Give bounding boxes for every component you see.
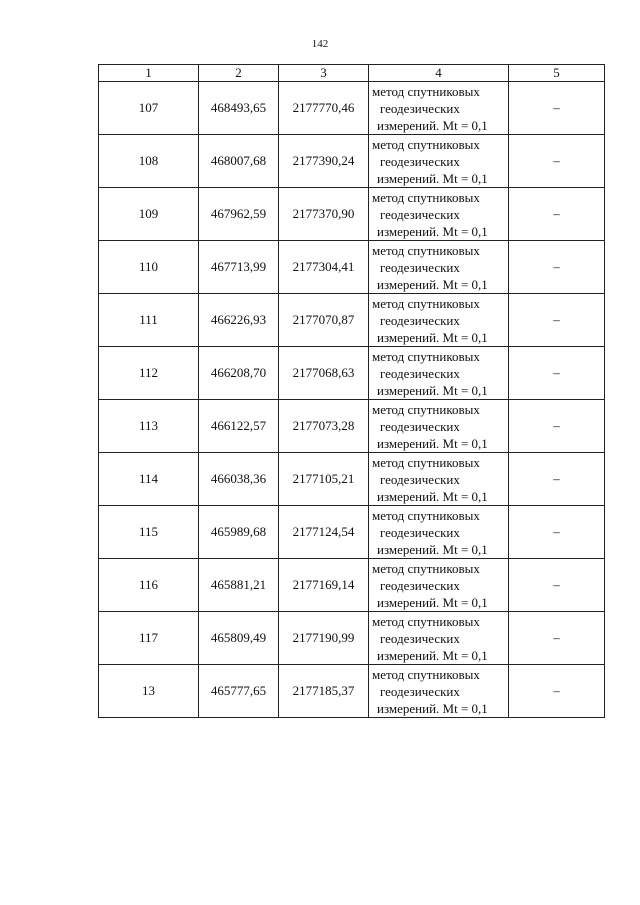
method-cell — [369, 294, 509, 347]
y-coordinate-cell: 2177073,28 — [279, 400, 369, 453]
point-cell: 112 — [99, 347, 199, 400]
y-coordinate-cell: 2177370,90 — [279, 188, 369, 241]
method-line: геодезических — [380, 365, 460, 381]
table-row — [99, 294, 605, 347]
method-line: геодезических — [380, 630, 460, 646]
y-coordinate-cell: 2177304,41 — [279, 241, 369, 294]
method-line: геодезических — [380, 100, 460, 116]
method-cell — [369, 241, 509, 294]
method-line: геодезических — [380, 577, 460, 593]
method-line: метод спутниковых — [372, 507, 480, 523]
method-line: метод спутниковых — [372, 189, 480, 205]
y-coordinate-cell: 2177390,24 — [279, 135, 369, 188]
note-cell: – — [509, 453, 605, 506]
header-row — [99, 65, 605, 82]
method-line: метод спутниковых — [372, 613, 480, 629]
method-line: измерений. Mt = 0,1 — [377, 329, 488, 345]
x-coordinate-cell: 465809,49 — [199, 612, 279, 665]
method-line: измерений. Mt = 0,1 — [377, 276, 488, 292]
point-cell: 114 — [99, 453, 199, 506]
x-coordinate-cell: 465881,21 — [199, 559, 279, 612]
table-row — [99, 82, 605, 135]
note-cell: – — [509, 559, 605, 612]
header-col-2: 2 — [199, 65, 279, 82]
table-row — [99, 188, 605, 241]
note-cell: – — [509, 82, 605, 135]
method-line: измерений. Mt = 0,1 — [377, 223, 488, 239]
point-cell: 116 — [99, 559, 199, 612]
table-row — [99, 665, 605, 718]
method-line: геодезических — [380, 206, 460, 222]
note-cell: – — [509, 400, 605, 453]
x-coordinate-cell: 467962,59 — [199, 188, 279, 241]
coordinates-table — [98, 64, 605, 718]
table-row — [99, 135, 605, 188]
x-coordinate-cell: 467713,99 — [199, 241, 279, 294]
method-line: измерений. Mt = 0,1 — [377, 382, 488, 398]
x-coordinate-cell: 465777,65 — [199, 665, 279, 718]
y-coordinate-cell: 2177068,63 — [279, 347, 369, 400]
method-line: метод спутниковых — [372, 454, 480, 470]
table-row — [99, 241, 605, 294]
y-coordinate-cell: 2177185,37 — [279, 665, 369, 718]
note-cell: – — [509, 347, 605, 400]
method-line: измерений. Mt = 0,1 — [377, 488, 488, 504]
method-line: метод спутниковых — [372, 666, 480, 682]
y-coordinate-cell: 2177124,54 — [279, 506, 369, 559]
method-line: измерений. Mt = 0,1 — [377, 647, 488, 663]
point-cell: 110 — [99, 241, 199, 294]
point-cell: 115 — [99, 506, 199, 559]
header-col-1: 1 — [99, 65, 199, 82]
y-coordinate-cell: 2177169,14 — [279, 559, 369, 612]
table-row — [99, 506, 605, 559]
table-row — [99, 612, 605, 665]
method-cell — [369, 453, 509, 506]
y-coordinate-cell: 2177770,46 — [279, 82, 369, 135]
header-col-3: 3 — [279, 65, 369, 82]
method-line: метод спутниковых — [372, 348, 480, 364]
note-cell: – — [509, 294, 605, 347]
method-line: геодезических — [380, 153, 460, 169]
point-cell: 107 — [99, 82, 199, 135]
point-cell: 111 — [99, 294, 199, 347]
point-cell: 109 — [99, 188, 199, 241]
x-coordinate-cell: 466122,57 — [199, 400, 279, 453]
method-line: геодезических — [380, 683, 460, 699]
table-row — [99, 347, 605, 400]
page-number: 142 — [311, 38, 329, 50]
table-row — [99, 400, 605, 453]
x-coordinate-cell: 466038,36 — [199, 453, 279, 506]
method-cell — [369, 559, 509, 612]
method-line: геодезических — [380, 524, 460, 540]
point-cell: 13 — [99, 665, 199, 718]
point-cell: 113 — [99, 400, 199, 453]
method-cell — [369, 135, 509, 188]
note-cell: – — [509, 612, 605, 665]
method-cell — [369, 400, 509, 453]
method-line: геодезических — [380, 418, 460, 434]
note-cell: – — [509, 665, 605, 718]
x-coordinate-cell: 465989,68 — [199, 506, 279, 559]
note-cell: – — [509, 506, 605, 559]
method-cell — [369, 506, 509, 559]
y-coordinate-cell: 2177070,87 — [279, 294, 369, 347]
note-cell: – — [509, 135, 605, 188]
method-line: метод спутниковых — [372, 83, 480, 99]
method-cell — [369, 665, 509, 718]
x-coordinate-cell: 466226,93 — [199, 294, 279, 347]
method-cell — [369, 612, 509, 665]
x-coordinate-cell: 466208,70 — [199, 347, 279, 400]
method-line: геодезических — [380, 471, 460, 487]
note-cell: – — [509, 241, 605, 294]
method-cell — [369, 347, 509, 400]
method-line: измерений. Mt = 0,1 — [377, 435, 488, 451]
method-line: измерений. Mt = 0,1 — [377, 117, 488, 133]
table-row — [99, 453, 605, 506]
x-coordinate-cell: 468007,68 — [199, 135, 279, 188]
point-cell: 117 — [99, 612, 199, 665]
method-line: метод спутниковых — [372, 242, 480, 258]
method-line: метод спутниковых — [372, 560, 480, 576]
y-coordinate-cell: 2177190,99 — [279, 612, 369, 665]
method-cell — [369, 188, 509, 241]
method-line: измерений. Mt = 0,1 — [377, 170, 488, 186]
method-line: измерений. Mt = 0,1 — [377, 700, 488, 716]
table-row — [99, 559, 605, 612]
y-coordinate-cell: 2177105,21 — [279, 453, 369, 506]
method-line: измерений. Mt = 0,1 — [377, 541, 488, 557]
method-line: геодезических — [380, 312, 460, 328]
x-coordinate-cell: 468493,65 — [199, 82, 279, 135]
method-line: метод спутниковых — [372, 295, 480, 311]
method-line: метод спутниковых — [372, 401, 480, 417]
point-cell: 108 — [99, 135, 199, 188]
method-line: геодезических — [380, 259, 460, 275]
header-col-4: 4 — [369, 65, 509, 82]
method-cell — [369, 82, 509, 135]
header-col-5: 5 — [509, 65, 605, 82]
note-cell: – — [509, 188, 605, 241]
method-line: метод спутниковых — [372, 136, 480, 152]
table-body — [99, 82, 605, 718]
method-line: измерений. Mt = 0,1 — [377, 594, 488, 610]
